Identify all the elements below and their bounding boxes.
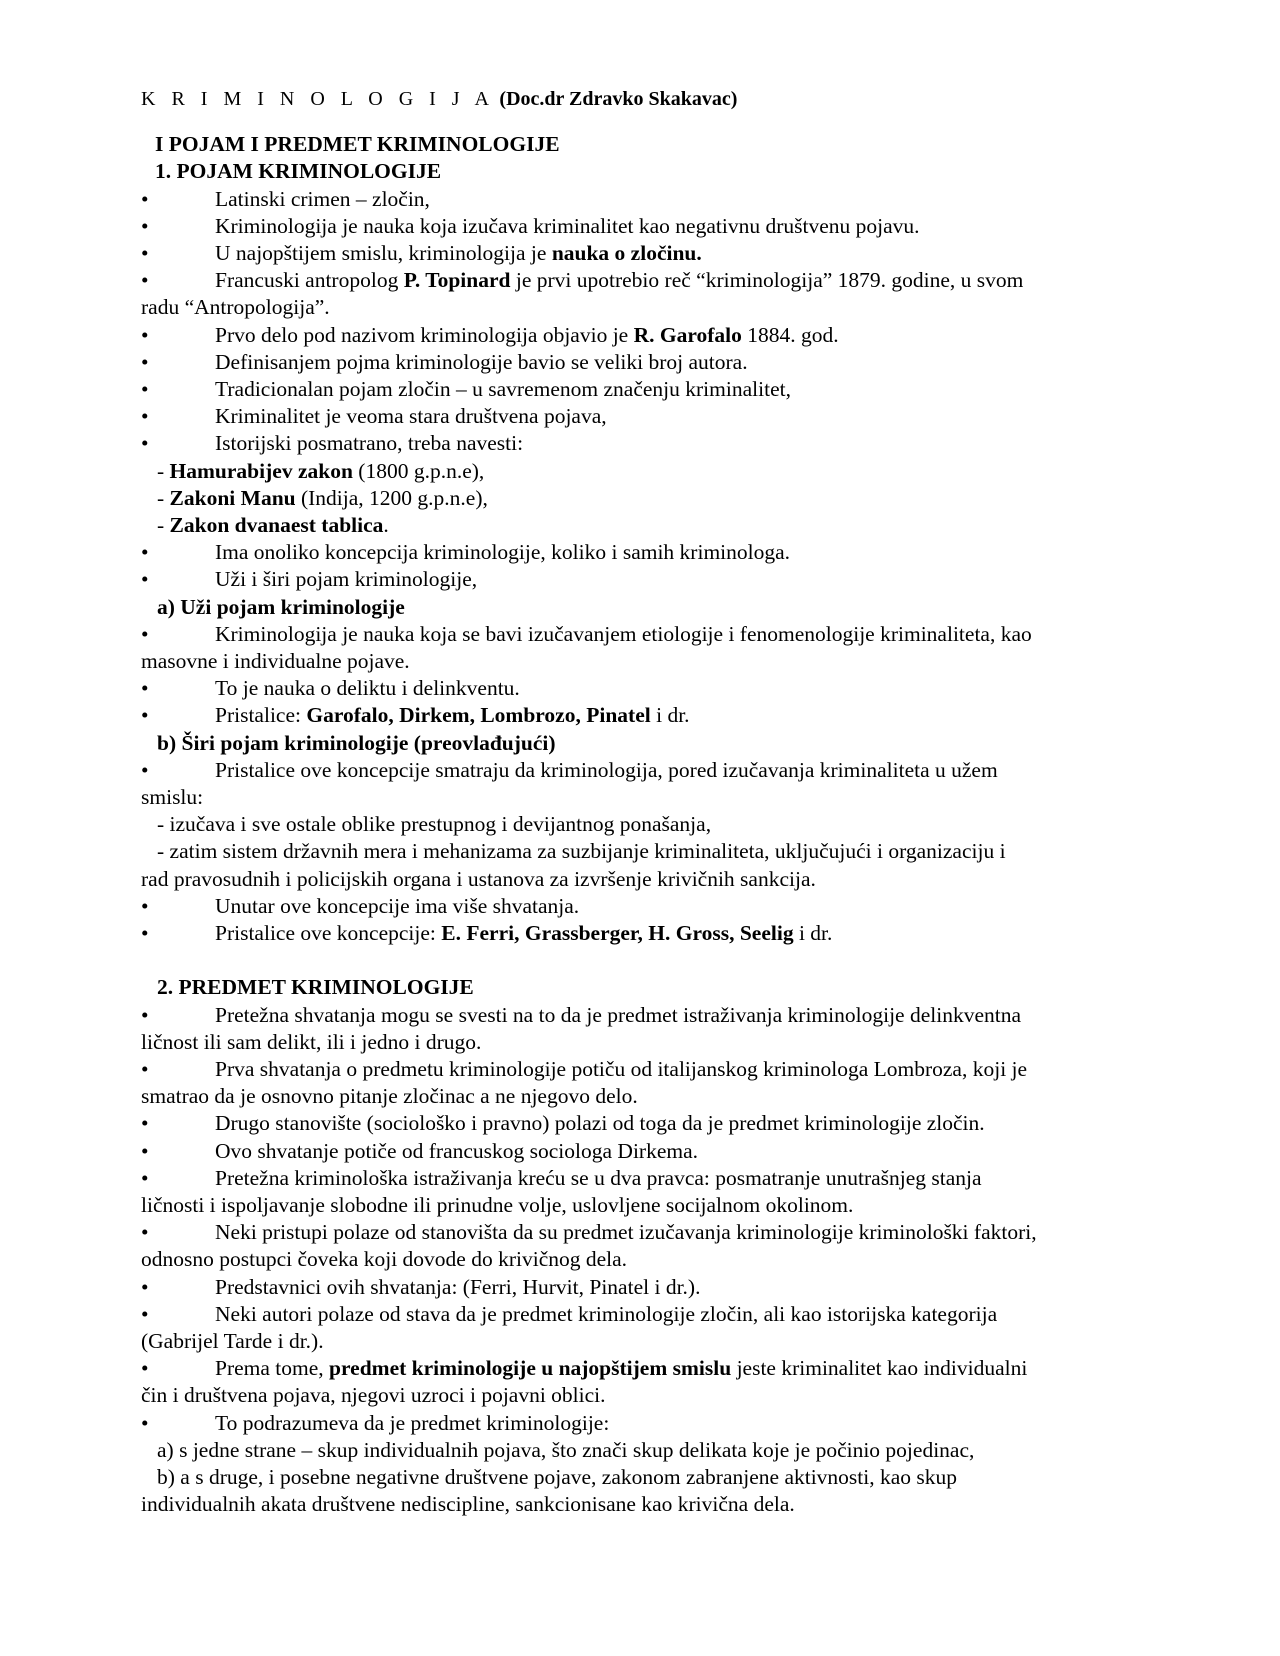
title-text: K R I M I N O L O G I J A (141, 88, 495, 110)
dash-item: - Zakoni Manu (Indija, 1200 g.p.n.e), (157, 485, 488, 510)
list-item-continuation: ličnost ili sam delikt, ili i jedno i drugo. (141, 1029, 482, 1054)
list-item: • Francuski antropolog P. Topinard je prvi upotrebio reč “kriminologija” 1879. godine, u svom (141, 268, 1024, 293)
list-item: • Istorijski posmatrano, treba navesti: (141, 431, 524, 456)
list-item-continuation: čin i društvena pojava, njegovi uzroci i pojavni oblici. (141, 1383, 606, 1408)
list-item-continuation: individualnih akata društvene nediscipline, sankcionisane kao krivična dela. (141, 1492, 795, 1517)
list-item-continuation: (Gabrijel Tarde i dr.). (141, 1328, 324, 1353)
list-item: • Latinski crimen – zločin, (141, 186, 1181, 213)
list-item: • Kriminologija je nauka koja se bavi izučavanjem etiologije i fenomenologije kriminaliteta, kao (141, 621, 1032, 646)
list-item: • Pretežna shvatanja mogu se svesti na to da je predmet istraživanja kriminologije delinkventna (141, 1002, 1022, 1027)
list-item: • Neki autori polaze od stava da je predmet kriminologije zločin, ali kao istorijska kategorija (141, 1301, 998, 1326)
list-item: • Kriminologija je nauka koja izučava kriminalitet kao negativnu društvenu pojavu. (141, 213, 920, 238)
list-item: • Neki pristupi polaze od stanovišta da su predmet izučavanja kriminologije kriminološki faktori, (141, 1220, 1037, 1245)
list-item-continuation: masovne i individualne pojave. (141, 649, 410, 674)
list-item-continuation: ličnosti i ispoljavanje slobodne ili prinudne volje, uslovljene socijalnom okolinom. (141, 1192, 854, 1217)
dash-item: - Hamurabijev zakon (1800 g.p.n.e), (157, 458, 485, 483)
list-item: • Prva shvatanja o predmetu kriminologije potiču od italijanskog kriminologa Lombroza, koji je (141, 1056, 1028, 1081)
section-heading-predmet: 2. PREDMET KRIMINOLOGIJE (157, 975, 474, 1000)
section-heading: I POJAM I PREDMET KRIMINOLOGIJE (155, 132, 560, 157)
list-item: • Definisanjem pojma kriminologije bavio se veliki broj autora. (141, 349, 748, 374)
list-item: • Drugo stanovište (sociološko i pravno) polazi od toga da je predmet kriminologije zločin. (141, 1111, 985, 1136)
list-item: • U najopštijem smislu, kriminologija je nauka o zločinu. (141, 241, 702, 266)
list-item: • Pretežna kriminološka istraživanja kreću se u dva pravca: posmatranje unutrašnjeg stanja (141, 1165, 982, 1190)
list-item-continuation: odnosno postupci čoveka koji dovode do krivičnog dela. (141, 1247, 628, 1272)
author-text: (Doc.dr Zdravko Skakavac) (499, 88, 738, 110)
subsection-heading-pojam: 1. POJAM KRIMINOLOGIJE (155, 159, 442, 184)
list-item: • Ovo shvatanje potiče od francuskog sociologa Dirkema. (141, 1138, 699, 1163)
list-item: • Pristalice ove koncepcije: E. Ferri, Grassberger, H. Gross, Seelig i dr. (141, 921, 833, 946)
list-item: • Tradicionalan pojam zločin – u savremenom značenju kriminalitet, (141, 377, 791, 402)
list-item: • Kriminalitet je veoma stara društvena pojava, (141, 404, 607, 429)
list-item: • Uži i širi pojam kriminologije, (141, 567, 478, 592)
list-item: • Pristalice ove koncepcije smatraju da kriminologija, pored izučavanja kriminaliteta u užem (141, 757, 998, 782)
spacer (141, 947, 1181, 974)
list-item-continuation: rad pravosudnih i policijskih organa i ustanova za izvršenje krivičnih sankcija. (141, 866, 816, 891)
dash-item: - zatim sistem državnih mera i mehanizama za suzbijanje kriminaliteta, uključujući i organizaciju i (157, 839, 1006, 864)
sub-item-a: a) s jedne strane – skup individualnih pojava, što znači skup delikata koje je počinio pojedinac, (157, 1437, 975, 1462)
list-item-continuation: radu “Antropologija”. (141, 295, 330, 320)
subsection-heading-siri: b) Širi pojam kriminologije (preovlađujući) (157, 730, 556, 755)
bullet-mark: • (141, 186, 149, 211)
list-item-continuation: smatrao da je osnovno pitanje zločinac a ne njegovo delo. (141, 1084, 638, 1109)
list-item: • Prvo delo pod nazivom kriminologija objavio je R. Garofalo 1884. god. (141, 322, 839, 347)
list-item: • To je nauka o deliktu i delinkventu. (141, 676, 520, 701)
subsection-heading-uzi: a) Uži pojam kriminologije (157, 594, 405, 619)
document-title (141, 86, 1181, 113)
document-page (141, 86, 1181, 1518)
sub-item-b: b) a s druge, i posebne negativne društvene pojave, zakonom zabranjene aktivnosti, kao skup (157, 1464, 958, 1489)
list-item: • Ima onoliko koncepcija kriminologije, koliko i samih kriminologa. (141, 540, 791, 565)
dash-item: - izučava i sve ostale oblike prestupnog i devijantnog ponašanja, (157, 812, 712, 837)
list-item: • Predstavnici ovih shvatanja: (Ferri, Hurvit, Pinatel i dr.). (141, 1274, 701, 1299)
dash-item: - Zakon dvanaest tablica. (157, 513, 389, 538)
list-item: • Pristalice: Garofalo, Dirkem, Lombrozo, Pinatel i dr. (141, 703, 690, 728)
list-item: • To podrazumeva da je predmet kriminologije: (141, 1410, 610, 1435)
list-item: • Unutar ove koncepcije ima više shvatanja. (141, 893, 580, 918)
list-item: • Prema tome, predmet kriminologije u najopštijem smislu jeste kriminalitet kao individualni (141, 1356, 1028, 1381)
list-item-continuation: smislu: (141, 785, 204, 810)
